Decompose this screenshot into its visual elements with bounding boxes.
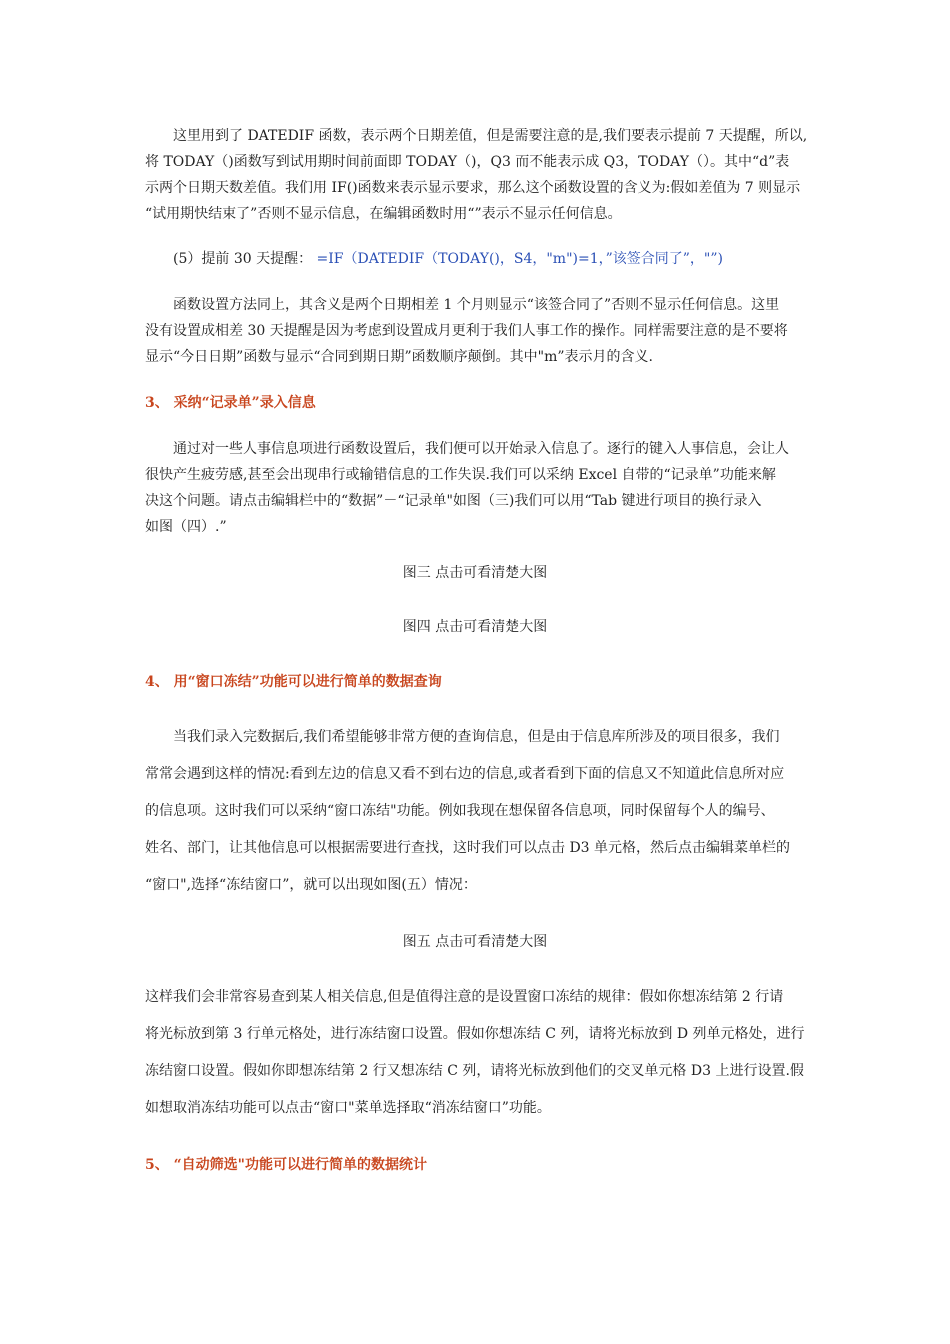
text-line: 如图（四）.” (145, 519, 227, 535)
paragraph-record-form (145, 436, 805, 540)
text-line: 显示“今日日期”函数与显示“合同到期日期”函数顺序颠倒。其中"m”表示月的含义. (145, 349, 653, 365)
step-5-label: (5）提前 30 天提醒： (173, 251, 313, 267)
text-line: 没有设置成相差 30 天提醒是因为考虑到设置成月更利于我们人事工作的操作。同样需要注意的是不要将 (145, 323, 788, 339)
text-line: 的信息项。这时我们可以采纳“窗口冻结"功能。例如我现在想保留各信息项，同时保留每个人的编号、 (145, 803, 775, 819)
text-line: “试用期快结束了”否则不显示信息，在编辑函数时用“”表示不显示任何信息。 (145, 206, 622, 222)
text-line: 当我们录入完数据后,我们希望能够非常方便的查询信息，但是由于信息库所涉及的项目很多，我们 (173, 729, 780, 745)
text-line: 如想取消冻结功能可以点击“窗口"菜单选择取“消冻结窗口”功能。 (145, 1100, 551, 1116)
text-line: 这样我们会非常容易查到某人相关信息,但是值得注意的是设置窗口冻结的规律：假如你想冻结第 2 行请 (145, 989, 784, 1005)
step-5-line (173, 246, 723, 272)
figure-5-caption[interactable]: 图五 点击可看清楚大图 (402, 934, 548, 950)
paragraph-freeze-rules (145, 979, 805, 1127)
section-heading-4: 4、 用“窗口冻结”功能可以进行简单的数据查询 (145, 674, 442, 690)
paragraph-datedif (145, 123, 808, 227)
text-line: 冻结窗口设置。假如你即想冻结第 2 行又想冻结 C 列，请将光标放到他们的交叉单元格 D3 上进行设置.假 (145, 1063, 804, 1079)
figure-3-caption[interactable]: 图三 点击可看清楚大图 (402, 565, 548, 581)
paragraph-function-setup (145, 292, 805, 370)
text-line: 这里用到了 DATEDIF 函数，表示两个日期差值，但是需要注意的是,我们要表示提前 7 天提醒，所以, (173, 128, 808, 144)
formula-text: =IF（DATEDIF（TODAY()，S4，"m")=1，”该签合同了”，"”) (316, 251, 723, 267)
text-line: 将 TODAY（)函数写到试用期时间前面即 TODAY（)，Q3 而不能表示成 Q3，TODAY（）。其中“d”表 (145, 154, 790, 170)
section-heading-3: 3、 采纳“记录单”录入信息 (145, 395, 316, 411)
text-line: 示两个日期天数差值。我们用 IF()函数来表示显示要求，那么这个函数设置的含义为:假如差值为 7 则显示 (145, 180, 801, 196)
text-line: 常常会遇到这样的情况:看到左边的信息又看不到右边的信息,或者看到下面的信息又不知道此信息所对应 (145, 766, 785, 782)
text-line: 通过对一些人事信息项进行函数设置后，我们便可以开始录入信息了。逐行的键入人事信息，会让人 (173, 441, 789, 457)
section-heading-5: 5、 “自动筛选"功能可以进行简单的数据统计 (145, 1157, 427, 1173)
figure-4-caption[interactable]: 图四 点击可看清楚大图 (402, 619, 548, 635)
text-line: 姓名、部门，让其他信息可以根据需要进行查找，这时我们可以点击 D3 单元格，然后点击编辑菜单栏的 (145, 840, 791, 856)
paragraph-window-freeze (145, 719, 805, 904)
text-line: 函数设置方法同上，其含义是两个日期相差 1 个月则显示“该签合同了”否则不显示任何信息。这里 (173, 297, 780, 313)
text-line: 决这个问题。请点击编辑栏中的“数据”－“记录单"如图（三)我们可以用“Tab 键进行项目的换行录入 (145, 493, 762, 509)
text-line: “窗口",选择“冻结窗口”，就可以出现如图(五）情况： (145, 877, 477, 893)
text-line: 将光标放到第 3 行单元格处，进行冻结窗口设置。假如你想冻结 C 列，请将光标放到 D 列单元格处，进行 (145, 1026, 805, 1042)
text-line: 很快产生疲劳感,甚至会出现串行或输错信息的工作失误.我们可以采纳 Excel 自带的“记录单”功能来解 (145, 467, 776, 483)
